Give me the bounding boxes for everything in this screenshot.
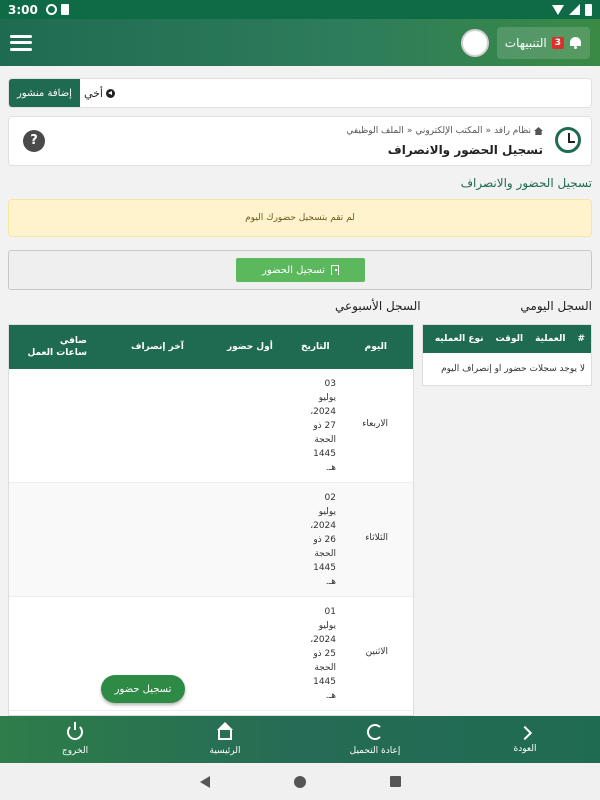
weekly-col-first-in: أول حضور xyxy=(227,342,273,352)
avatar[interactable] xyxy=(461,29,489,57)
checkin-button-label: تسجيل الحضور xyxy=(262,264,325,276)
daily-empty-message: لا يوجد سجلات حضور او إنصراف اليوم xyxy=(441,364,585,374)
bell-icon xyxy=(569,36,582,49)
alert-text: لم تقم بتسجيل حضورك اليوم xyxy=(245,213,355,223)
section-title: تسجيل الحضور والانصراف xyxy=(460,176,592,190)
daily-col-operation: العملية xyxy=(535,334,566,344)
power-icon xyxy=(67,724,83,740)
add-post-button[interactable]: إضافة منشور xyxy=(9,78,80,108)
android-home-icon[interactable] xyxy=(294,776,306,788)
nav-home-label: الرئيسية xyxy=(209,745,241,756)
notifications-button[interactable] xyxy=(497,27,590,59)
bottom-nav xyxy=(0,716,600,763)
android-nav-bar xyxy=(0,763,600,800)
weekly-col-last-out: آخر إنصراف xyxy=(131,342,184,352)
battery-icon xyxy=(585,4,592,16)
nav-home[interactable] xyxy=(150,716,300,763)
breadcrumb xyxy=(346,126,543,136)
wifi-icon xyxy=(552,5,564,15)
weekly-table-header xyxy=(9,325,413,369)
sim-card-icon xyxy=(61,4,69,15)
status-bar xyxy=(0,0,600,19)
weekly-col-day: اليوم xyxy=(364,342,387,352)
notifications-label: التنبيهات xyxy=(504,35,547,50)
breadcrumb-separator: « xyxy=(485,126,492,136)
weekly-log-label: السجل الأسبوعي xyxy=(335,299,421,313)
weekly-col-date: التاريخ xyxy=(301,342,330,352)
row-day: الاثنين xyxy=(365,647,388,657)
nav-logout-label: الخروج xyxy=(61,745,89,756)
android-recents-icon[interactable] xyxy=(390,776,401,787)
table-row xyxy=(9,483,413,597)
nav-back[interactable] xyxy=(450,716,600,763)
notifications-count-badge: 3 xyxy=(552,37,564,49)
daily-table-header xyxy=(423,325,591,353)
nav-reload[interactable] xyxy=(300,716,450,763)
weekly-col-net-hours: صافي ساعات العمل xyxy=(27,336,87,358)
reload-icon xyxy=(367,724,383,740)
table-row xyxy=(9,597,413,711)
row-date: 02 يوليو 2024، 26 ذو الحجة 1445 هـ. xyxy=(310,493,336,587)
daily-col-time: الوقت xyxy=(495,334,524,344)
status-time: 3:00 xyxy=(8,2,38,17)
post-text xyxy=(80,87,119,100)
daily-col-index: # xyxy=(577,334,585,344)
breadcrumb-item-2[interactable]: المكتب الإلكتروني xyxy=(415,126,483,136)
post-text-label: أخي xyxy=(83,86,103,100)
page-title: تسجيل الحضور والانصراف xyxy=(387,143,543,157)
menu-icon[interactable] xyxy=(10,35,32,51)
clock-icon xyxy=(555,127,581,153)
breadcrumb-item-3[interactable]: الملف الوظيفي xyxy=(346,126,404,136)
app-header xyxy=(0,19,600,66)
row-date: 03 يوليو 2024، 27 ذو الحجة 1445 هـ. xyxy=(310,379,336,473)
notification-dot-icon xyxy=(46,4,57,15)
floating-checkin-button[interactable]: تسجيل حضور xyxy=(101,675,185,703)
row-day: الثلاثاء xyxy=(365,533,388,543)
nav-back-label: العودة xyxy=(513,744,537,754)
table-row xyxy=(9,369,413,483)
attendance-alert xyxy=(8,199,592,237)
help-icon[interactable]: ? xyxy=(23,130,45,152)
row-day: الاربعاء xyxy=(362,419,388,429)
breadcrumb-separator: « xyxy=(406,126,413,136)
chevron-right-icon xyxy=(518,726,532,740)
nav-logout[interactable] xyxy=(0,716,150,763)
home-icon xyxy=(534,127,543,135)
row-date: 01 يوليو 2024، 25 ذو الحجة 1445 هـ. xyxy=(310,607,336,701)
breadcrumb-item-1[interactable]: نظام رافد xyxy=(494,126,531,136)
post-bar xyxy=(8,78,592,108)
nav-reload-label: إعادة التحميل xyxy=(349,745,401,756)
android-back-icon[interactable] xyxy=(200,776,210,788)
weekly-table xyxy=(8,324,414,716)
signal-icon xyxy=(569,4,580,15)
home-icon xyxy=(218,730,232,740)
daily-col-type: نوع العمليه xyxy=(434,334,484,344)
daily-log-label: السجل اليومي xyxy=(520,299,592,313)
checkin-button[interactable] xyxy=(236,258,365,282)
breadcrumb-card xyxy=(8,116,592,166)
door-icon xyxy=(331,265,339,275)
checkin-card xyxy=(8,250,592,290)
daily-table xyxy=(422,324,592,386)
arrow-left-icon xyxy=(106,89,115,98)
